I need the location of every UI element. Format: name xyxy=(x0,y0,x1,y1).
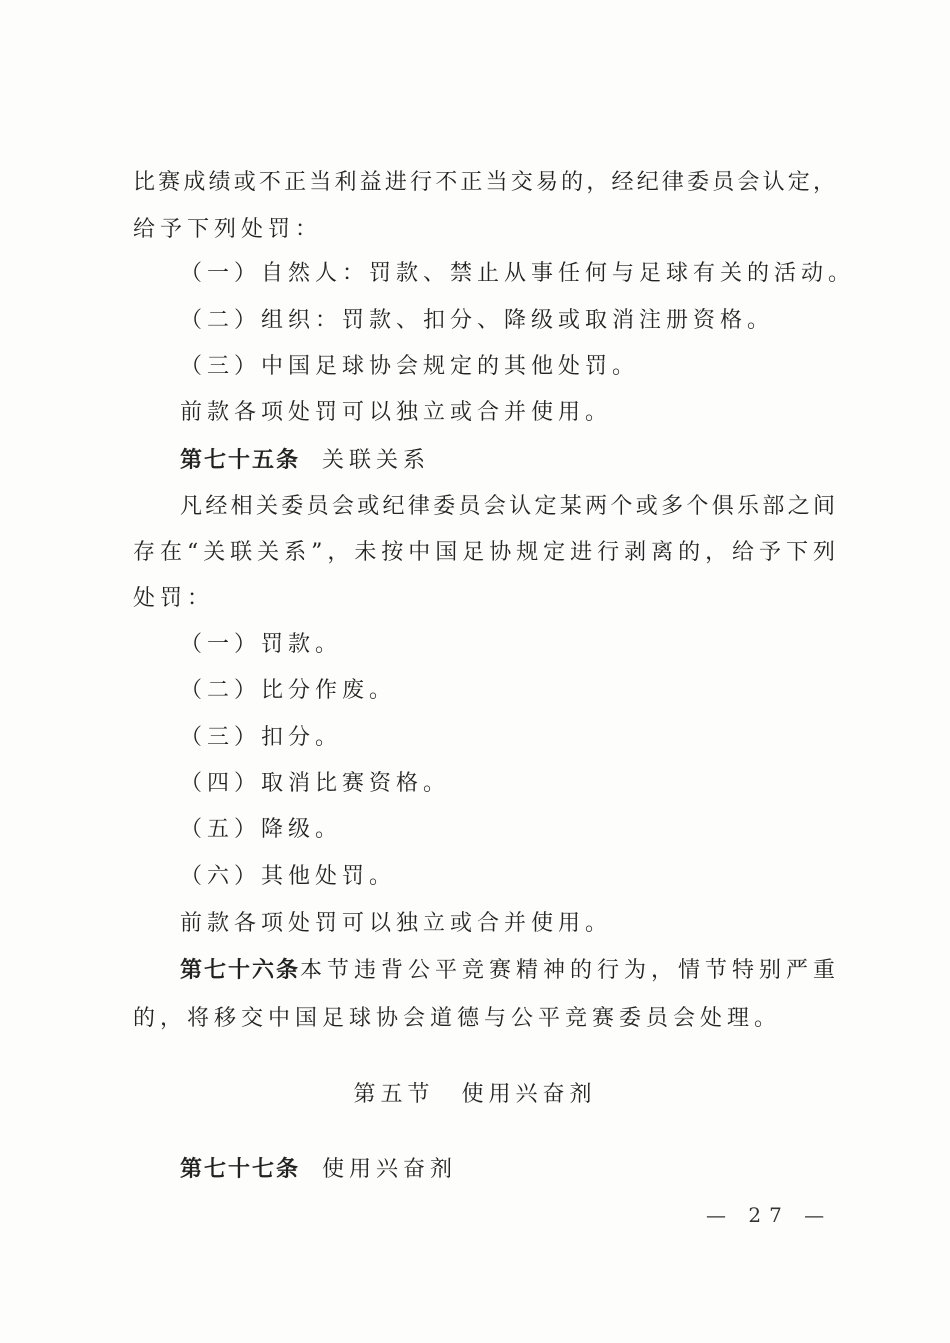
list-item: （三）中国足球协会规定的其他处罚。 xyxy=(180,354,640,379)
paragraph-line: 给予下列处罚： xyxy=(133,217,323,242)
list-item: （六）其他处罚。 xyxy=(180,864,397,889)
paragraph-line: 存在“关联关系”，未按中国足协规定进行剥离的，给予下列 xyxy=(133,540,835,565)
list-item: （四）取消比赛资格。 xyxy=(180,771,451,796)
article-title: 使用兴奋剂 xyxy=(322,1157,458,1182)
article-heading xyxy=(180,447,430,475)
article-number: 第七十六条 xyxy=(180,958,301,983)
list-item: （二）比分作废。 xyxy=(180,678,397,703)
list-item: （一）自然人：罚款、禁止从事任何与足球有关的活动。 xyxy=(180,261,856,286)
article-heading xyxy=(180,1156,457,1184)
paragraph-line: 前款各项处罚可以独立或合并使用。 xyxy=(180,911,613,936)
list-item: （一）罚款。 xyxy=(180,632,343,657)
article-title: 关联关系 xyxy=(322,448,431,473)
paragraph-line: 前款各项处罚可以独立或合并使用。 xyxy=(180,400,613,425)
list-item: （五）降级。 xyxy=(180,817,343,842)
article-text: 本节违背公平竞赛精神的行为，情节特别严重 xyxy=(300,958,841,983)
section-heading: 第五节 使用兴奋剂 xyxy=(353,1082,597,1107)
list-item: （三）扣分。 xyxy=(180,725,343,750)
article-heading xyxy=(180,957,841,985)
article-number: 第七十七条 xyxy=(180,1157,301,1182)
paragraph-line: 比赛成绩或不正当利益进行不正当交易的，经纪律委员会认定， xyxy=(133,170,835,195)
paragraph-line: 的，将移交中国足球协会道德与公平竞赛委员会处理。 xyxy=(133,1006,782,1031)
paragraph-line: 凡经相关委员会或纪律委员会认定某两个或多个俱乐部之间 xyxy=(180,494,835,519)
list-item: （二）组织：罚款、扣分、降级或取消注册资格。 xyxy=(180,308,775,333)
page-number: — 27 — xyxy=(706,1203,833,1227)
paragraph-line: 处罚： xyxy=(133,586,215,611)
article-number: 第七十五条 xyxy=(180,448,301,473)
